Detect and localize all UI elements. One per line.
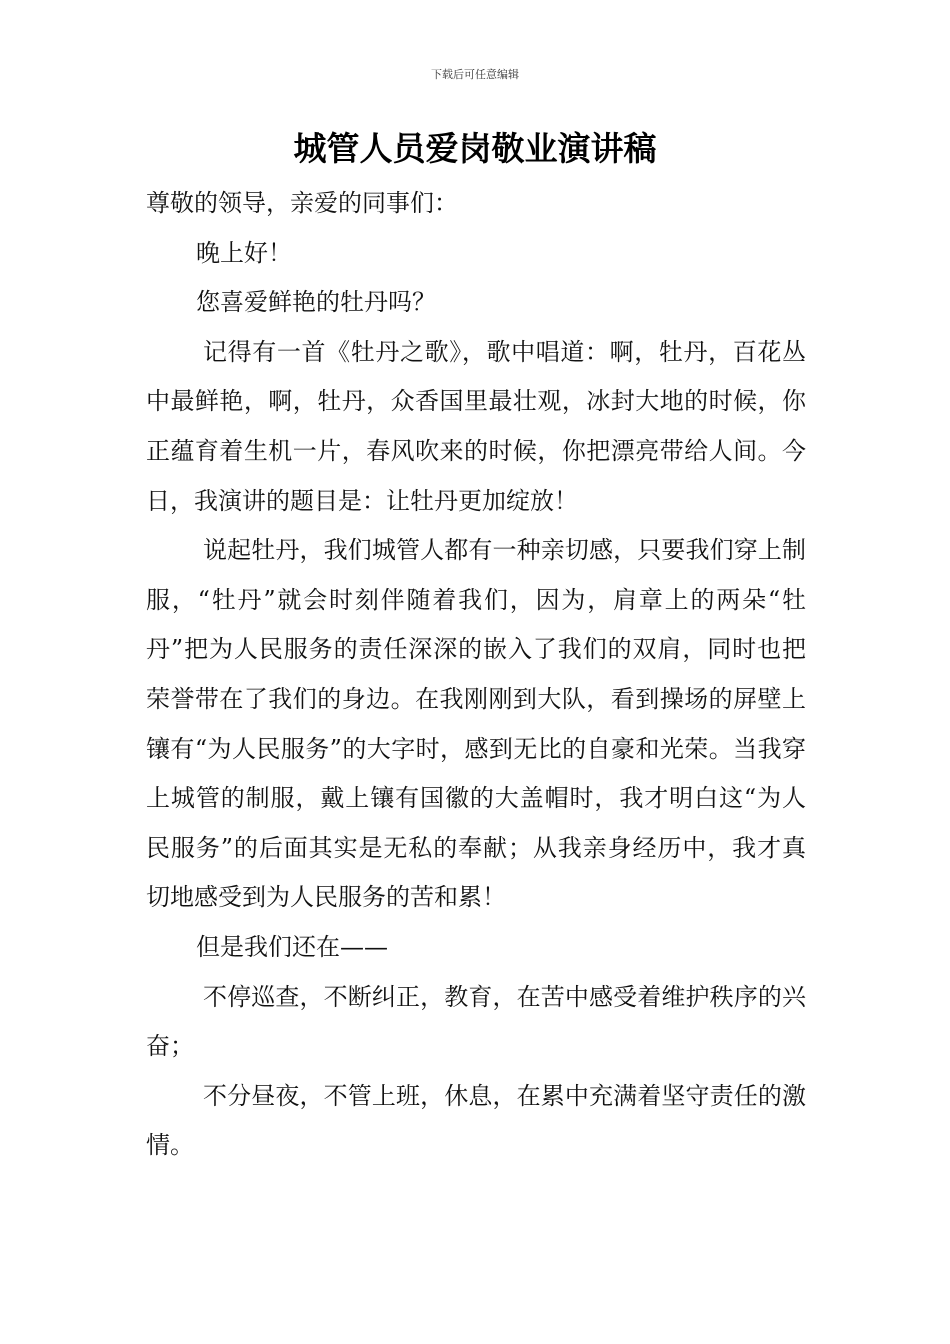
header-note: 下载后可任意编辑 bbox=[431, 68, 519, 81]
body-paragraph: 但是我们还在—— bbox=[196, 932, 388, 961]
body-paragraph: 不分昼夜，不管上班，休息，在累中充满着坚守责任的激情。 bbox=[146, 1081, 806, 1160]
salutation: 尊敬的领导，亲爱的同事们： bbox=[146, 189, 458, 217]
greeting-paragraph: 晚上好！ bbox=[196, 238, 292, 267]
document-title: 城管人员爱岗敬业演讲稿 bbox=[293, 129, 657, 168]
body-paragraph: 说起牡丹，我们城管人都有一种亲切感，只要我们穿上制服，“牡丹”就会时刻伴随着我们，因为，肩章上的两朵“牡丹”把为人民服务的责任深深的嵌入了我们的双肩，同时也把荣誉带在了我们的身边。在我刚刚到大队，看到操场的屏壁上镶有“为人民服务”的大字时，感到无比的自豪和光荣。当我穿上城管的制服，戴上镶有国徽的大盖帽时，我才明白这“为人民服务”的后面其实是无私的奉献；从我亲身经历中，我才真切地感受到为人民服务的苦和累！ bbox=[146, 536, 806, 912]
question-paragraph: 您喜爱鲜艳的牡丹吗？ bbox=[196, 288, 436, 317]
body-paragraph: 记得有一首《牡丹之歌》，歌中唱道：啊，牡丹，百花丛中最鲜艳，啊，牡丹，众香国里最壮观，冰封大地的时候，你正蕴育着生机一片，春风吹来的时候，你把漂亮带给人间。今日，我演讲的题目是：让牡丹更加绽放！ bbox=[146, 337, 806, 515]
document-body bbox=[146, 179, 806, 1171]
body-paragraph: 不停巡查，不断纠正，教育，在苦中感受着维护秩序的兴奋； bbox=[146, 982, 806, 1061]
